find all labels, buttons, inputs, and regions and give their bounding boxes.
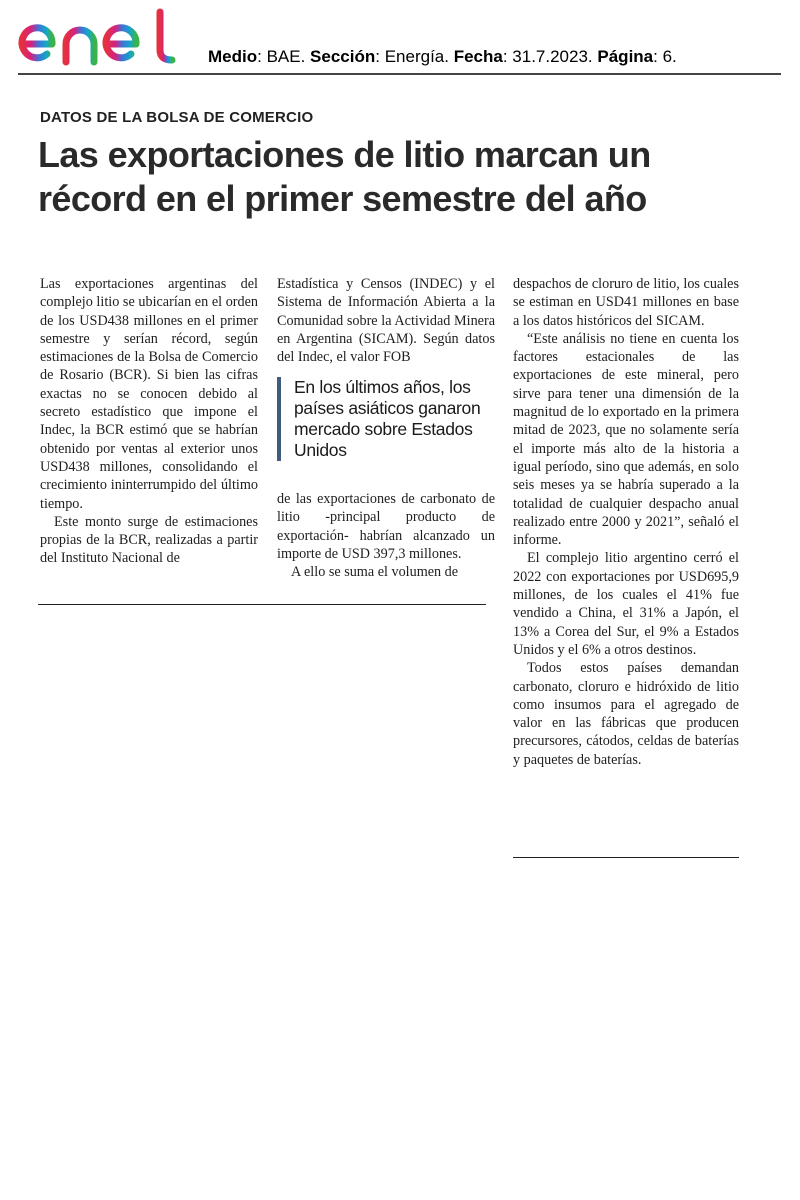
article-column-1 bbox=[40, 275, 258, 568]
paragraph: El complejo litio argentino cerró el 2022 con exportaciones por USD695,9 millones, de los cuales el 41% fue vendido a China, el 31% a Japón, el 13% a Corea del Sur, el 9% a Estados Unidos y el 6% a otros destinos. bbox=[513, 550, 739, 658]
paragraph: Todos estos países demandan carbonato, cloruro e hidróxido de litio como insumos para el agregado de valor en las fábricas que producen precursores, cátodos, celdas de baterías y paquetes de baterías. bbox=[513, 660, 739, 768]
seccion-label: Sección bbox=[310, 47, 376, 66]
header-divider bbox=[18, 73, 781, 75]
column-divider-left bbox=[38, 604, 486, 605]
paragraph: Estadística y Censos (INDEC) y el Sistema de Información Abierta a la Comunidad sobre la Actividad Minera en Argentina (SICAM). Según datos del Indec, el valor FOB bbox=[277, 276, 495, 366]
medio-value: BAE. bbox=[266, 47, 306, 66]
paragraph: “Este análisis no tiene en cuenta los factores estacionales de las exportaciones de este mineral, pero sirve para tener una dimensión de la magnitud de lo exportado en la primera mitad de 2023, que no solamente sería el importe más alto de la historia a igual período, sino que además, en solo seis meses ya se habría superado a la totalidad de cualquier despacho anual realizado entre 2000 y 2021”, señaló el informe. bbox=[513, 330, 739, 549]
article-column-3 bbox=[513, 275, 739, 769]
article-column-2-bottom bbox=[277, 490, 495, 581]
fecha-value: 31.7.2023. bbox=[512, 47, 593, 66]
paragraph: Las exportaciones argentinas del complejo litio se ubicarían en el orden de los USD438 millones en el primer semestre y serían récord, según estimaciones de la Bolsa de Comercio de Rosario (BCR). Si bien las cifras exactas no se conocen debido al secreto estadístico que impone el Indec, la BCR estimó que se habrían obtenido por ventas al exterior unos USD438 millones, consolidando el crecimiento ininterrumpido del último tiempo. bbox=[40, 276, 258, 512]
article-headline: Las exportaciones de litio marcan un récord en el primer semestre del año bbox=[38, 134, 651, 219]
paragraph: de las exportaciones de carbonato de litio -principal producto de exportación- habrían alcanzado un importe de USD 397,3 millones. bbox=[277, 491, 495, 562]
publication-meta: Medio: BAE. Sección: Energía. Fecha: 31.7.2023. Página: 6. bbox=[208, 47, 677, 66]
pagina-value: 6. bbox=[662, 47, 677, 66]
enel-logo bbox=[18, 6, 180, 66]
medio-label: Medio bbox=[208, 47, 258, 66]
pull-quote: En los últimos años, los países asiáticos ganaron mercado sobre Estados Unidos bbox=[277, 377, 504, 461]
pagina-label: Página bbox=[597, 47, 654, 66]
fecha-label: Fecha bbox=[453, 47, 503, 66]
seccion-value: Energía. bbox=[384, 47, 449, 66]
paragraph: A ello se suma el volumen de bbox=[291, 564, 459, 581]
column-divider-right bbox=[513, 857, 739, 858]
paragraph: despachos de cloruro de litio, los cuales se estiman en USD41 millones en base a los datos históricos del SICAM. bbox=[513, 276, 739, 329]
article-kicker: DATOS DE LA BOLSA DE COMERCIO bbox=[40, 109, 314, 126]
article-column-2-top bbox=[277, 275, 495, 366]
paragraph: Este monto surge de estimaciones propias de la BCR, realizadas a partir del Instituto Nacional de bbox=[40, 513, 258, 567]
